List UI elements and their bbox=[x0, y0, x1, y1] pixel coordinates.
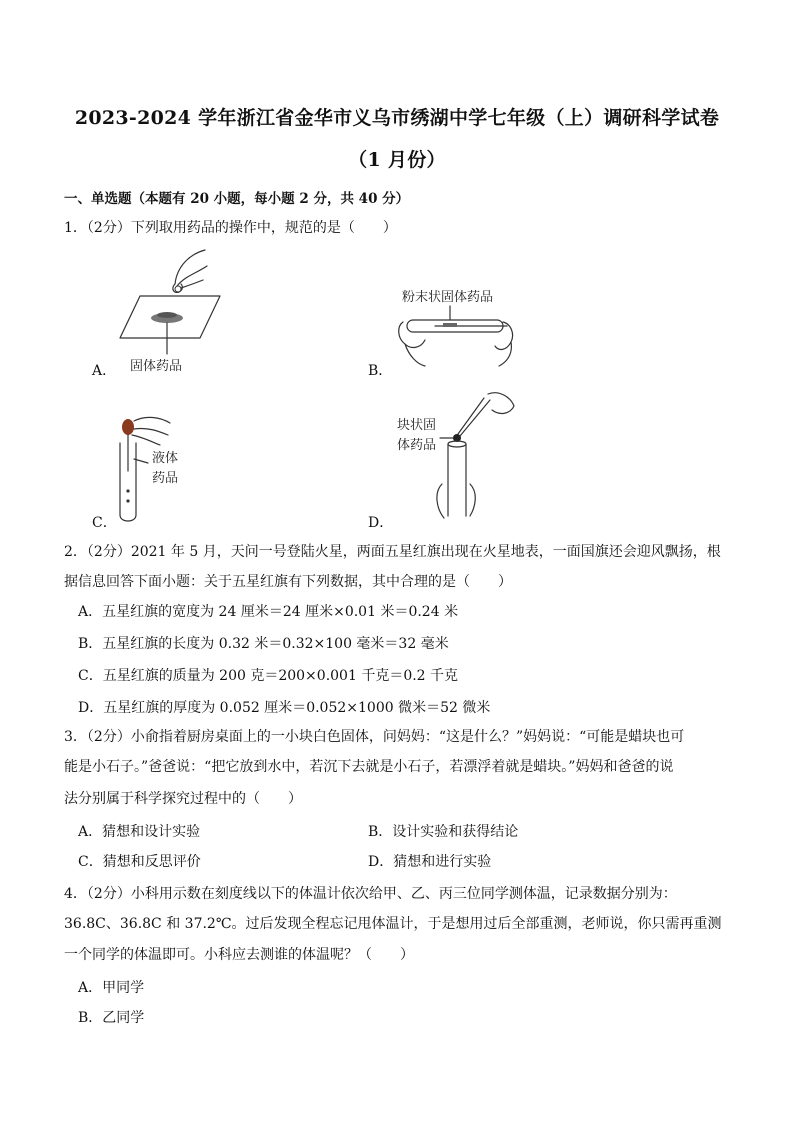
q4-option-b[interactable]: B．乙同学 bbox=[78, 1010, 145, 1026]
q2-option-d[interactable]: D．五星红旗的厚度为 0.052 厘米＝0.052×1000 微米＝52 微米 bbox=[78, 700, 491, 716]
figure-d-tweezers-tube bbox=[430, 388, 530, 528]
q1-stem: 1．（2分）下列取用药品的操作中，规范的是（ ） bbox=[64, 220, 397, 236]
q4-stem-line3: 一个同学的体温即可。小科应去测谁的体温呢？（ ） bbox=[64, 947, 414, 963]
q4-stem-line1: 4．（2分）小科用示数在刻度线以下的体温计依次给甲、乙、丙三位同学测体温，记录数据分别为： bbox=[64, 886, 677, 902]
q3-option-d[interactable]: D．猜想和进行实验 bbox=[368, 854, 492, 870]
q3-stem-line3: 法分别属于科学探究过程中的（ ） bbox=[64, 791, 302, 807]
q2-stem-line1: 2．（2分）2021 年 5 月，天问一号登陆火星，两面五星红旗出现在火星地表，一面国旗还会迎风飘扬，根 bbox=[64, 544, 721, 560]
section-heading: 一、单选题（本题有 20 小题，每小题 2 分，共 40 分） bbox=[64, 191, 410, 207]
q3-option-c[interactable]: C．猜想和反思评价 bbox=[78, 854, 201, 870]
q3-option-a[interactable]: A．猜想和设计实验 bbox=[78, 824, 201, 840]
q1-option-d[interactable]: D． bbox=[368, 515, 394, 531]
exam-title-month: （1 月份） bbox=[348, 149, 446, 171]
q2-option-c[interactable]: C．五星红旗的质量为 200 克＝200×0.001 千克＝0.2 千克 bbox=[78, 668, 459, 684]
q4-stem-line2: 36.8C、36.8C 和 37.2℃。过后发现全程忘记甩体温计，于是想用过后全部重测，老师说，你只需再重测 bbox=[64, 916, 722, 932]
figure-c-label-line1: 液体 bbox=[152, 451, 179, 466]
q1-option-a[interactable]: A． bbox=[92, 363, 117, 379]
q3-stem-line2: 能是小石子。”爸爸说：“把它放到水中，若沉下去就是小石子，若漂浮着就是蜡块。”妈妈和爸爸的说 bbox=[64, 759, 674, 775]
figure-a-label: 固体药品 bbox=[130, 359, 183, 374]
q2-option-a[interactable]: A．五星红旗的宽度为 24 厘米＝24 厘米×0.01 米＝0.24 米 bbox=[78, 604, 459, 620]
q3-stem-line1: 3．（2分）小俞指着厨房桌面上的一小块白色固体，问妈妈：“这是什么？”妈妈说：“可能是蜡块也可 bbox=[64, 729, 685, 745]
figure-a-solid-on-paper bbox=[115, 246, 235, 366]
figure-b-label: 粉末状固体药品 bbox=[402, 290, 494, 305]
figure-b-powder-tube bbox=[395, 300, 525, 370]
figure-d-label-line1: 块状固 bbox=[397, 418, 437, 433]
q3-option-b[interactable]: B．设计实验和获得结论 bbox=[368, 824, 519, 840]
figure-d-label-line2: 体药品 bbox=[397, 438, 437, 453]
q1-option-b[interactable]: B． bbox=[368, 363, 393, 379]
q4-option-a[interactable]: A．甲同学 bbox=[78, 980, 145, 996]
figure-c-label-line2: 药品 bbox=[152, 471, 179, 486]
exam-title: 2023-2024 学年浙江省金华市义乌市绣湖中学七年级（上）调研科学试卷 bbox=[74, 107, 720, 129]
q2-stem-line2: 据信息回答下面小题：关于五星红旗有下列数据，其中合理的是（ ） bbox=[64, 574, 512, 590]
q1-option-c[interactable]: C． bbox=[92, 515, 117, 531]
q2-option-b[interactable]: B．五星红旗的长度为 0.32 米＝0.32×100 毫米＝32 毫米 bbox=[78, 636, 449, 652]
